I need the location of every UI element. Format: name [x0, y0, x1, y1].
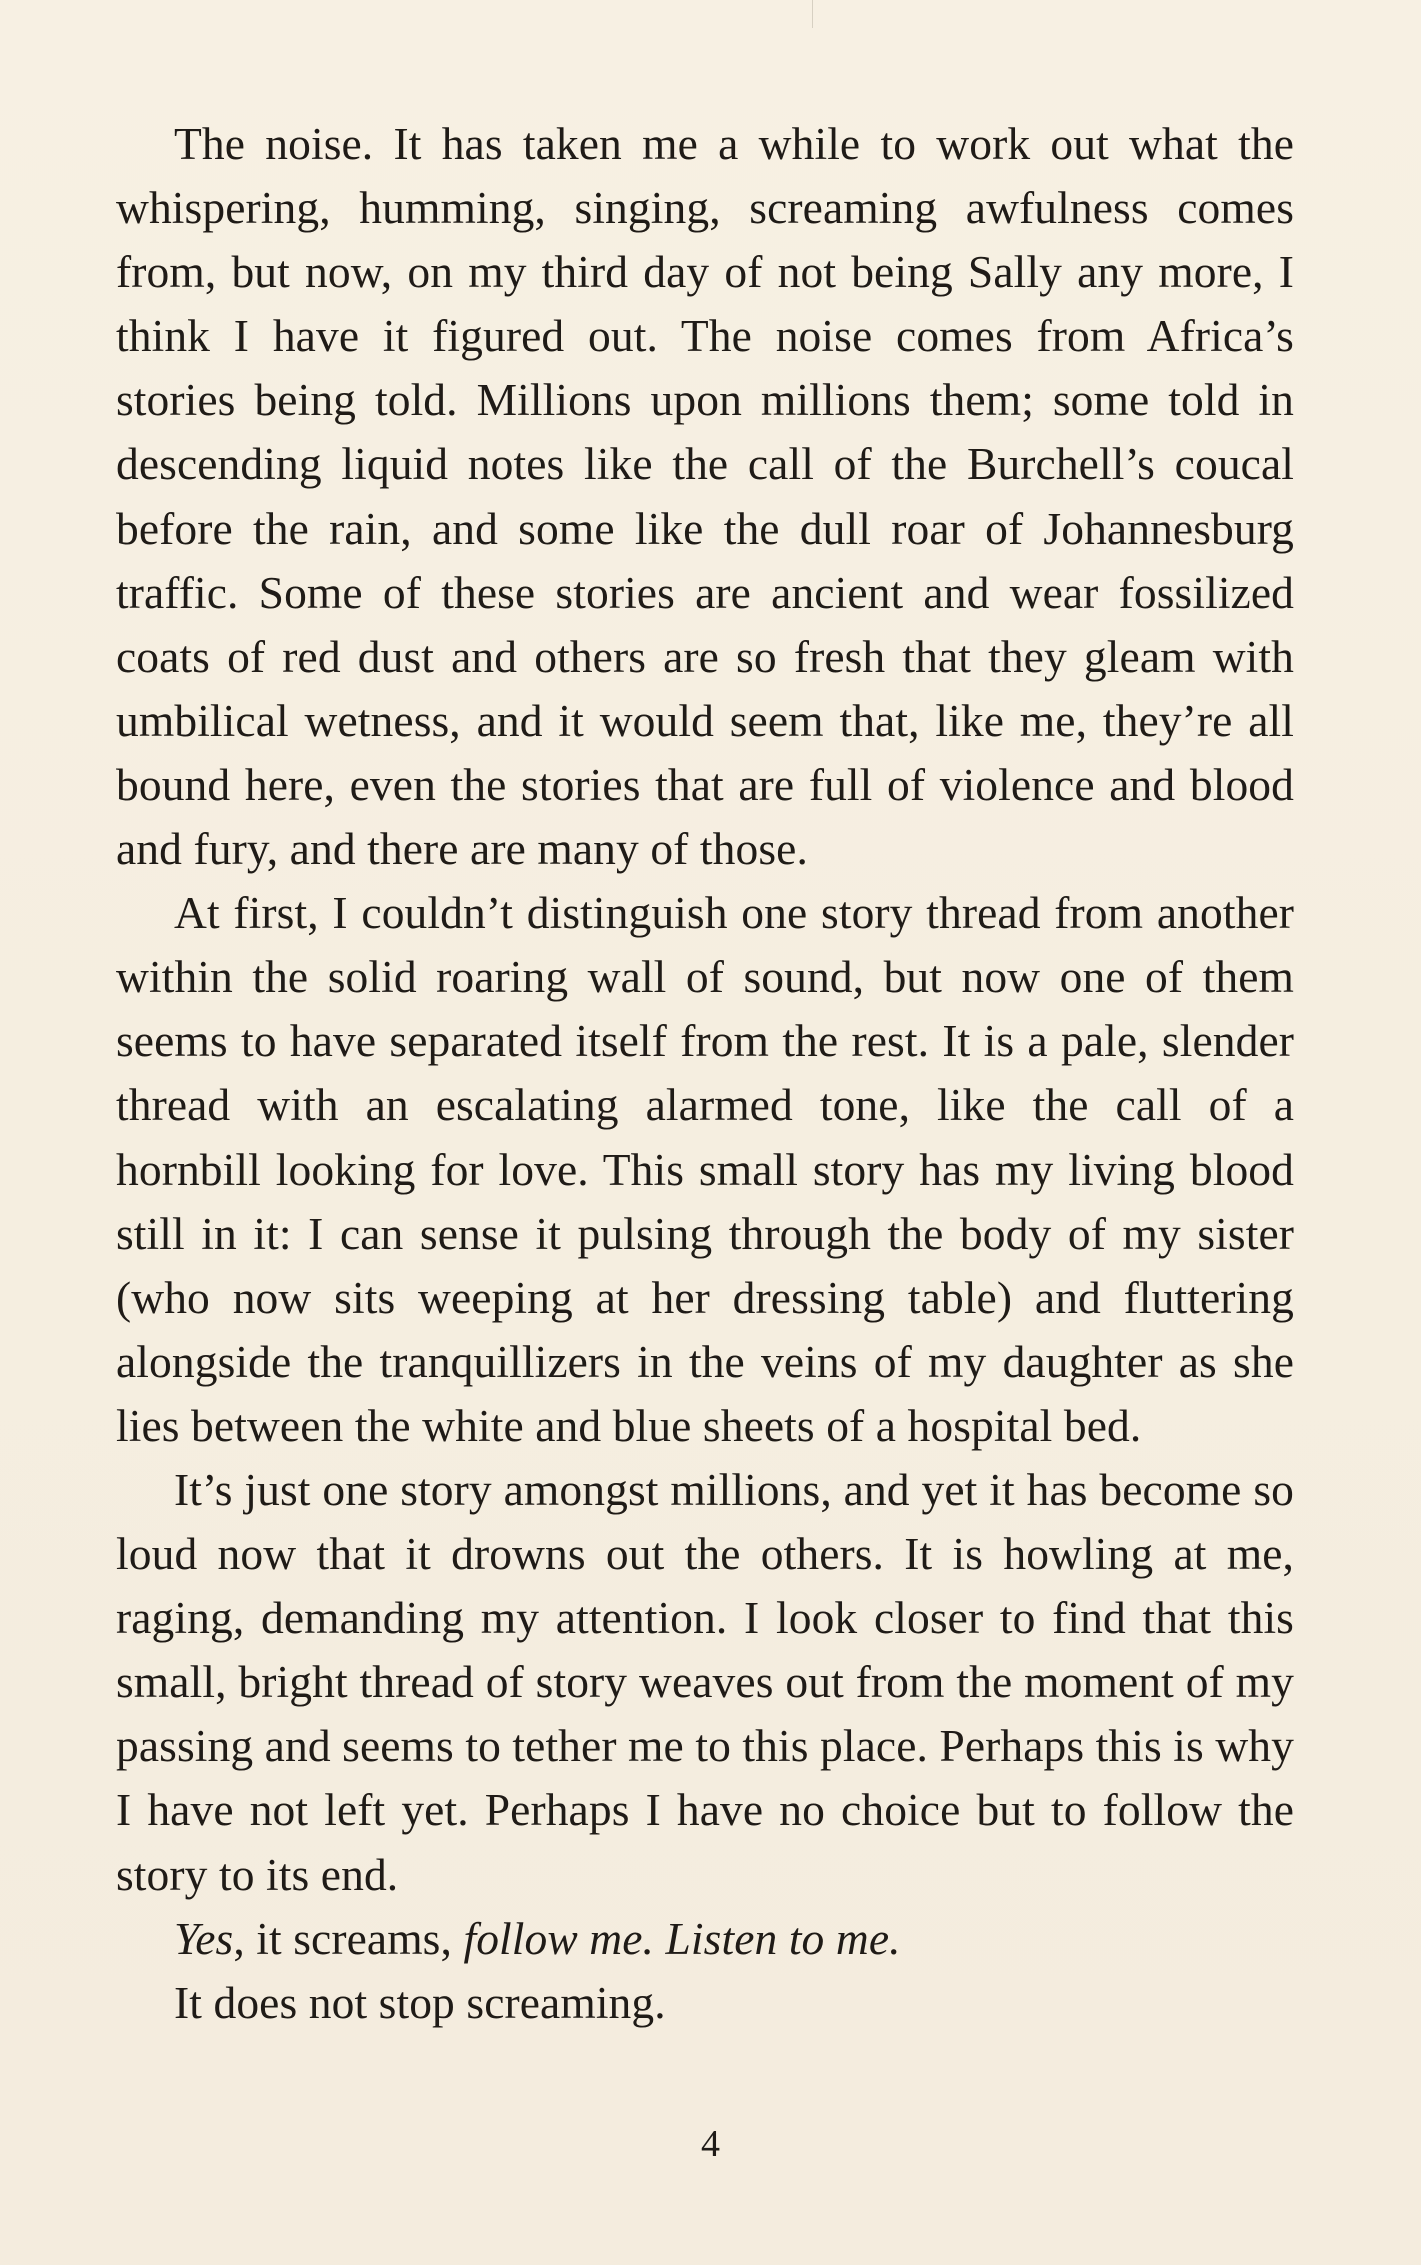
closing-line: It does not stop screaming.	[174, 1976, 666, 2028]
paragraph-1: The noise. It has taken me a while to work out what the whispering, humming, singing, screaming awfulness comes from, but now, on my third day of not being Sally any more, I think I have it figured out. The noise comes from Africa’s stories being told. Millions upon millions them; some told in descending liquid notes like the call of the Burchell’s coucal before the rain, and some like the dull roar of Johannesburg traffic. Some of these stories are ancient and wear fossilized coats of red dust and others are so fresh that they gleam with umbilical wetness, and it would seem that, like me, they’re all bound here, even the stories that are full of violence and blood and fury, and there are many of those.	[116, 118, 1294, 875]
paragraph-3: It’s just one story amongst millions, and yet it has become so loud now that it drowns out the others. It is howling at me, raging, demanding my attention. I look closer to find that this small, bright thread of story weaves out from the moment of my passing and seems to tether me to this place. Perhaps this is why I have not left yet. Perhaps I have no choice but to follow the story to its end.	[116, 1463, 1294, 1900]
page-number: 4	[701, 2123, 720, 2165]
dialogue-mid: , it screams,	[233, 1912, 464, 1964]
paragraph-2: At first, I couldn’t distinguish one story thread from another within the solid roaring wall of sound, but now one of them seems to have separated itself from the rest. It is a pale, slender thread with an escalating alarmed tone, like the call of a hornbill looking for love. This small story has my living blood still in it: I can sense it pulsing through the body of my sister (who now sits weeping at her dressing table) and fluttering alongside the tranquillizers in the veins of my daughter as she lies between the white and blue sheets of a hospital bed.	[116, 887, 1294, 1451]
dialogue-follow: follow me. Listen to me.	[463, 1912, 901, 1964]
dialogue-line	[116, 1907, 1294, 1971]
dialogue-yes: Yes	[174, 1912, 234, 1964]
body-text	[116, 112, 1294, 2035]
scan-mark	[812, 0, 813, 28]
